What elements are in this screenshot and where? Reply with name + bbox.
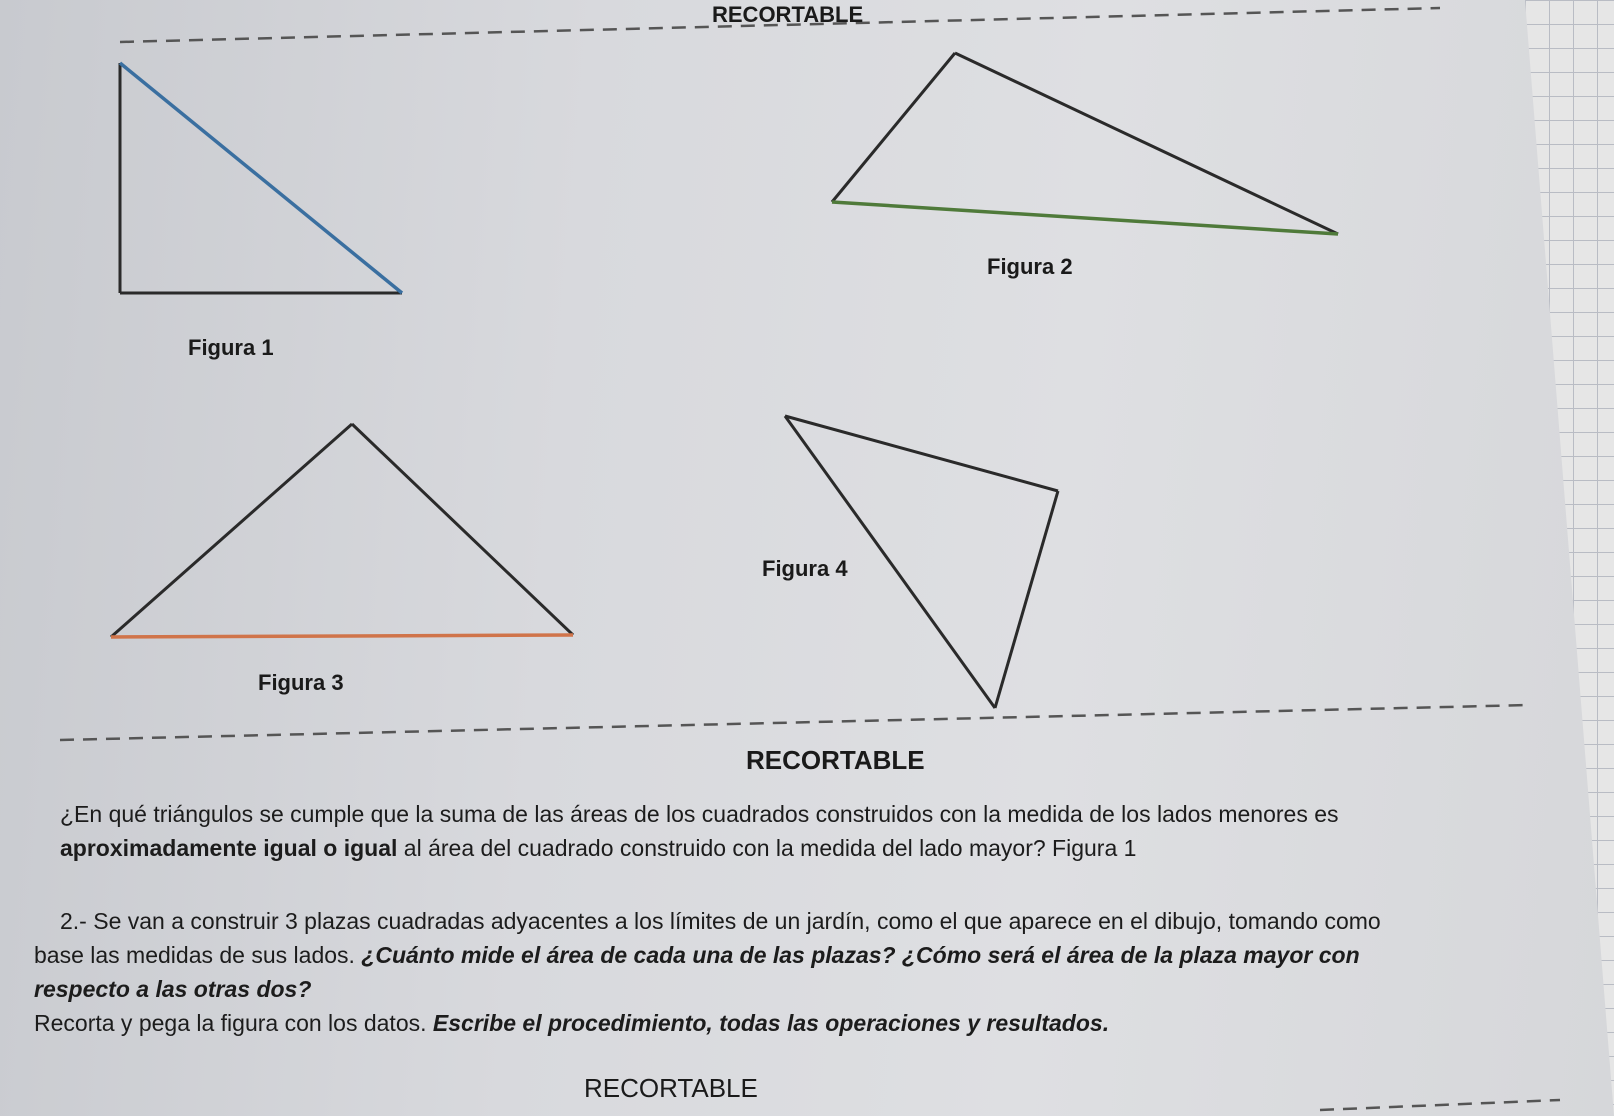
- question-2-question-b: respecto a las otras dos?: [34, 976, 312, 1002]
- question-2-instruction: Recorta y pega la figura con los datos.: [34, 1010, 433, 1036]
- figure-2-label: Figura 2: [987, 254, 1073, 279]
- figure-3-triangle: [111, 424, 573, 637]
- question-2-line-4: [34, 1006, 1574, 1040]
- question-2-base-text: base las medidas de sus lados.: [34, 942, 362, 968]
- cut-label-top: RECORTABLE: [712, 2, 864, 27]
- figure-1-label: Figura 1: [188, 335, 274, 360]
- figure-1-hypotenuse: [120, 63, 402, 293]
- question-1-line-2: [60, 831, 1570, 865]
- figure-2-triangle: [832, 53, 1338, 234]
- figure-1-triangle: [120, 63, 402, 293]
- question-1-emphasis: aproximadamente igual o igual: [60, 835, 398, 861]
- question-1-tail: al área del cuadrado construido con la medida del lado mayor? Figura 1: [397, 835, 1137, 861]
- figure-3-label: Figura 3: [258, 670, 344, 695]
- question-2-line-1: 2.- Se van a construir 3 plazas cuadradas adyacentes a los límites de un jardín, como el que aparece en el dibujo, tomando como: [60, 908, 1381, 934]
- question-1-line-1: ¿En qué triángulos se cumple que la suma de las áreas de los cuadrados construidos con la medida de los lados menores es: [60, 801, 1339, 827]
- question-2-question-a: ¿Cuánto mide el área de cada una de las plazas? ¿Cómo será el área de la plaza mayor con: [361, 942, 1360, 968]
- question-1: [60, 797, 1570, 865]
- figure-4-label: Figura 4: [762, 556, 848, 581]
- figure-3-base: [111, 635, 573, 637]
- question-2-line-2: [34, 938, 1574, 972]
- question-2-instruction-emphasis: Escribe el procedimiento, todas las operaciones y resultados.: [432, 1010, 1110, 1036]
- question-2-line-3: [34, 972, 1574, 1006]
- cut-label-middle: RECORTABLE: [746, 745, 925, 775]
- question-2: [34, 904, 1574, 1040]
- cut-label-bottom: RECORTABLE: [584, 1073, 758, 1103]
- figure-2-base: [832, 202, 1338, 234]
- cut-line-middle: [60, 705, 1530, 740]
- cut-line-bottom: [1320, 1100, 1560, 1110]
